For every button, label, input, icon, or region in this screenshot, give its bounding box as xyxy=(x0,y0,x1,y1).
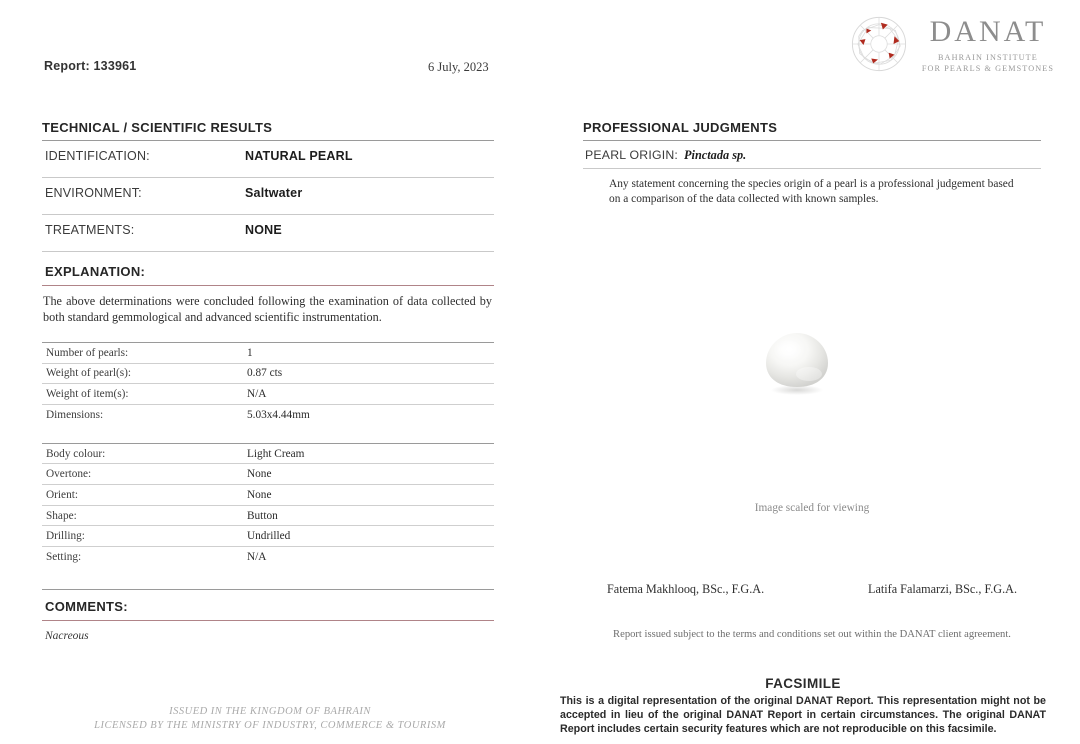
row-label: Shape: xyxy=(46,509,77,522)
danat-wordmark xyxy=(922,14,1054,74)
signature-row xyxy=(583,582,1041,597)
row-value: Saltwater xyxy=(245,186,303,200)
table-row xyxy=(42,215,494,251)
row-value: NATURAL PEARL xyxy=(245,149,353,163)
right-column xyxy=(583,120,1041,207)
table-row xyxy=(42,342,494,363)
row-label: Orient: xyxy=(46,488,78,501)
danat-subtitle-line1: BAHRAIN INSTITUTE xyxy=(938,53,1038,62)
row-label: Dimensions: xyxy=(46,408,104,421)
row-value: 5.03x4.44mm xyxy=(247,408,310,421)
table-row xyxy=(42,505,494,526)
report-date: 6 July, 2023 xyxy=(428,60,489,74)
report-number: Report: 133961 xyxy=(44,59,137,73)
image-caption: Image scaled for viewing xyxy=(754,502,870,514)
row-label: Weight of pearl(s): xyxy=(46,367,132,380)
table-row xyxy=(42,141,494,177)
table-row xyxy=(42,383,494,404)
table-row xyxy=(42,443,494,464)
professional-judgments-heading: PROFESSIONAL JUDGMENTS xyxy=(583,120,778,135)
issuance-terms-note: Report issued subject to the terms and conditions set out within the DANAT client agreement. xyxy=(613,629,1011,640)
pearl-image-stage xyxy=(583,300,1041,430)
row-label: TREATMENTS: xyxy=(45,223,135,237)
table-row xyxy=(42,546,494,567)
explanation-text: The above determinations were concluded following the examination of data collected by both standard gemmological and advanced scientific instrumentation. xyxy=(43,294,492,325)
row-label: Overtone: xyxy=(46,468,92,481)
report-header xyxy=(0,0,1080,100)
pearl-origin-label: PEARL ORIGIN: xyxy=(585,148,679,162)
danat-pearl-logo-icon xyxy=(850,15,908,73)
technical-results-heading: TECHNICAL / SCIENTIFIC RESULTS xyxy=(42,120,273,135)
danat-subtitle-line2: FOR PEARLS & GEMSTONES xyxy=(921,64,1054,74)
comments-heading: COMMENTS: xyxy=(45,598,128,614)
facsimile-title: FACSIMILE xyxy=(765,676,841,691)
row-label: Weight of item(s): xyxy=(46,388,129,401)
row-value: None xyxy=(247,468,272,481)
danat-logo xyxy=(850,14,1054,74)
footer-line-1: ISSUED IN THE KINGDOM OF BAHRAIN xyxy=(169,706,371,717)
table-row xyxy=(42,363,494,384)
row-label: Drilling: xyxy=(46,530,85,543)
facsimile-notice xyxy=(560,676,1046,736)
row-value: 1 xyxy=(247,346,253,359)
table-row xyxy=(42,178,494,214)
row-value: N/A xyxy=(247,550,267,563)
technical-results-table xyxy=(42,140,494,252)
row-value: Button xyxy=(247,509,278,522)
table-row xyxy=(42,404,494,425)
kingdom-footer xyxy=(40,705,500,733)
pearl-photograph xyxy=(761,330,833,396)
comments-text: Nacreous xyxy=(45,629,89,642)
left-column xyxy=(42,120,494,642)
pearl-origin-value: Pinctada sp. xyxy=(684,148,747,162)
row-value: Light Cream xyxy=(247,447,305,460)
pearl-origin-row xyxy=(583,141,1041,168)
footer-line-2: LICENSED BY THE MINISTRY OF INDUSTRY, COMMERCE & TOURISM xyxy=(94,720,446,732)
pearl-measurements-table xyxy=(42,342,494,425)
table-row xyxy=(42,525,494,546)
row-label: Body colour: xyxy=(46,447,106,460)
explanation-heading: EXPLANATION: xyxy=(45,264,146,279)
signature-analyst-left: Fatema Makhlooq, BSc., F.G.A. xyxy=(607,582,765,596)
table-row xyxy=(42,463,494,484)
row-value: 0.87 cts xyxy=(247,367,283,380)
row-value: Undrilled xyxy=(247,530,291,543)
comments-section xyxy=(42,589,494,642)
facsimile-text: This is a digital representation of the original DANAT Report. This representation might not be accepted in lieu of the original DANAT Report in certain circumstances. The original DANAT Report includes certain security features which are not reproducible on this facsimile. xyxy=(560,695,1046,736)
pearl-origin-note: Any statement concerning the species origin of a pearl is a professional judgement based on a comparison of the data collected with known samples. xyxy=(609,178,1014,205)
row-label: Number of pearls: xyxy=(46,346,129,359)
danat-wordmark-text: DANAT xyxy=(929,15,1047,48)
signature-analyst-right: Latifa Falamarzi, BSc., F.G.A. xyxy=(868,582,1017,596)
row-value: NONE xyxy=(245,223,282,237)
row-label: ENVIRONMENT: xyxy=(45,186,142,200)
row-label: IDENTIFICATION: xyxy=(45,149,150,163)
row-value: None xyxy=(247,488,272,501)
row-label: Setting: xyxy=(46,550,82,563)
table-row xyxy=(42,484,494,505)
pearl-appearance-table xyxy=(42,443,494,567)
row-value: N/A xyxy=(247,388,267,401)
